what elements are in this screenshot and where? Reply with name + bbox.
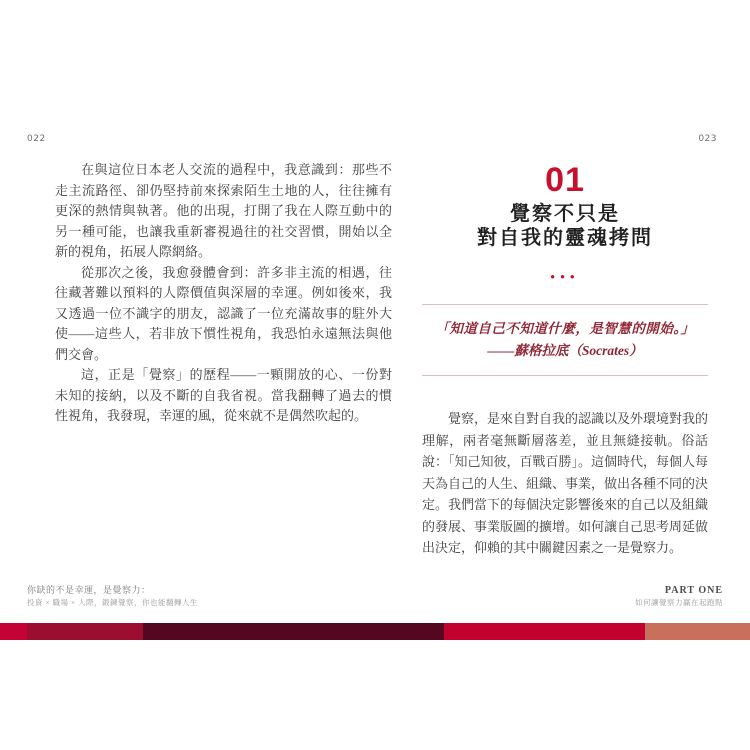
paragraph: 這，正是「覺察」的歷程——一顆開放的心、一份對未知的接納，以及不斷的自我省視。當我翻轉了過去的慣性視角，我發現，幸運的風，從來就不是偶然吹起的。 bbox=[55, 367, 392, 423]
color-bar-segment bbox=[0, 623, 27, 640]
section-divider-dots: ●●● bbox=[550, 272, 580, 281]
running-footer-left bbox=[27, 585, 198, 607]
part-chapter-title: 如何讓覺察力贏在起跑點 bbox=[635, 598, 723, 607]
epigraph-quote: 「知道自己不知道什麼，是智慧的開始。」 bbox=[435, 321, 695, 336]
book-subtitle: 投資 × 職場 × 人際，鍛鍊覺察，你也能翻轉人生 bbox=[27, 598, 198, 607]
page-number-right: 023 bbox=[698, 134, 717, 144]
color-bar-segment bbox=[645, 623, 750, 640]
chapter-title-line2: 對自我的靈魂拷問 bbox=[477, 227, 653, 249]
epigraph-attribution: ——蘇格拉底（Socrates） bbox=[487, 343, 643, 358]
chapter-number: 01 bbox=[545, 161, 585, 199]
page-number-left: 022 bbox=[27, 134, 46, 144]
book-title: 你缺的不是幸運，是覺察力： bbox=[27, 585, 151, 595]
color-bar-segment bbox=[27, 623, 143, 640]
running-footer-right bbox=[635, 585, 723, 607]
chapter-title-line1: 覺察不只是 bbox=[510, 203, 620, 225]
color-bar-segment bbox=[444, 623, 645, 640]
paragraph: 覺察，是來自對自我的認識以及外環境對我的理解，兩者毫無斷層落差，並且無縫接軌。俗話說：「知己知彼，百戰百勝」。這個時代，每個人每天為自己的人生、組織、事業，做出各種不同的決定。我們當下的每個決定影響後來的自己以及組織的發展、事業版圖的擴增。如何讓自己思考周延做出決定，仰賴的其中關鍵因素之一是覺察力。 bbox=[422, 411, 709, 555]
paragraph: 在與這位日本老人交流的過程中，我意識到：那些不走主流路徑、卻仍堅持前來探索陌生土地的人，往往擁有更深的熱情與執著。他的出現，打開了我在人際互動中的另一種可能，也讓我重新審視過往的社交習慣，開始以全新的視角，拓展人際網絡。 bbox=[55, 162, 392, 259]
right-page-column bbox=[422, 163, 708, 559]
part-label: PART ONE bbox=[664, 585, 723, 596]
paragraph: 從那次之後，我愈發體會到：許多非主流的相遇，往往藏著難以預料的人際價值與深層的幸運。例如後來，我又透過一位不識字的朋友，認識了一位充滿故事的駐外大使——這些人，若非放下慣性視角，我恐怕永遠無法與他們交會。 bbox=[55, 264, 392, 362]
color-bar-segment bbox=[143, 623, 444, 640]
left-page-body bbox=[55, 160, 392, 427]
epigraph-block bbox=[422, 304, 708, 376]
chapter-title bbox=[422, 202, 708, 250]
right-page-body bbox=[422, 408, 708, 559]
decorative-color-bar bbox=[0, 623, 750, 640]
